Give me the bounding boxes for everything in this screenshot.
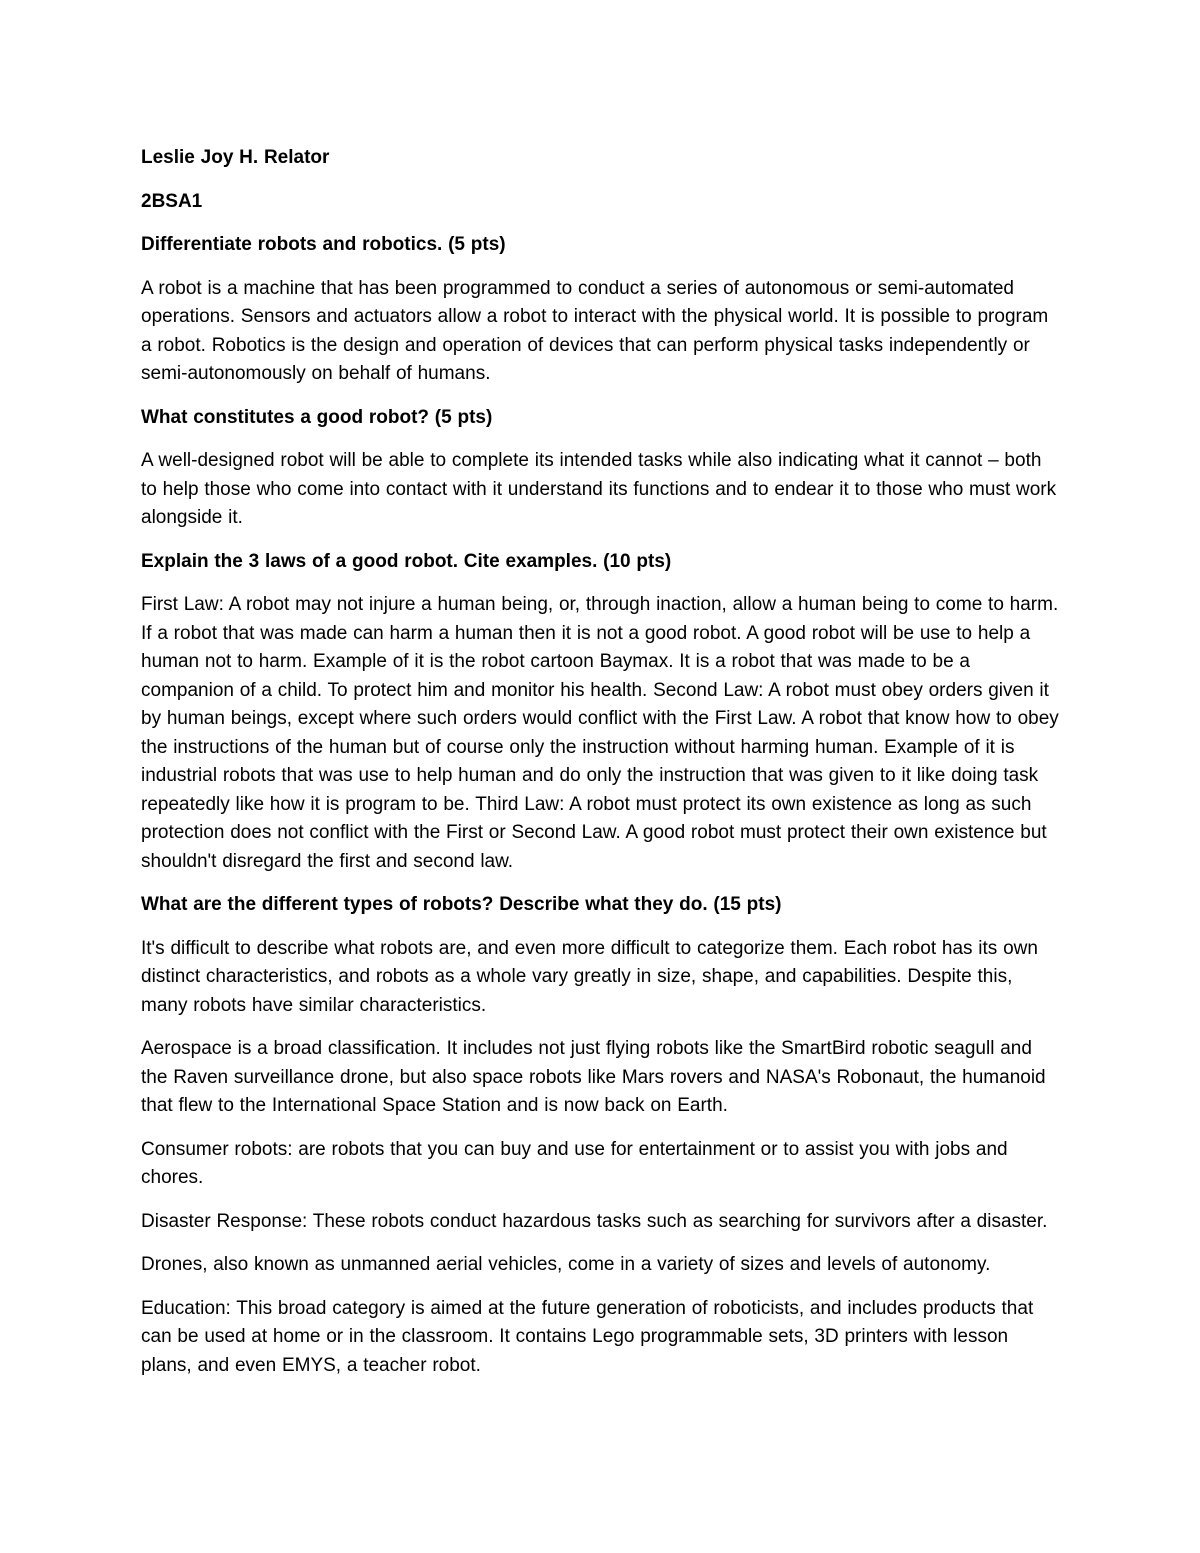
answer-4-paragraph-education: Education: This broad category is aimed at the future generation of roboticists, and includes products that can be used at home or in the classroom. It contains Lego programmable sets, 3D printers with lesson plans, and even EMYS, a teacher robot. <box>141 1297 1034 1376</box>
question-3-heading: Explain the 3 laws of a good robot. Cite examples. (10 pts) <box>141 550 672 572</box>
question-2-heading: What constitutes a good robot? (5 pts) <box>141 406 493 428</box>
answer-4-paragraph-consumer: Consumer robots: are robots that you can buy and use for entertainment or to assist you with jobs and chores. <box>141 1138 1008 1188</box>
author-name: Leslie Joy H. Relator <box>141 147 330 168</box>
class-section: 2BSA1 <box>141 190 203 212</box>
answer-2-paragraph: A well-designed robot will be able to complete its intended tasks while also indicating what it cannot – both to help those who come into contact with it understand its functions and to endear it to those who must work alongside it. <box>141 450 1057 528</box>
question-1-heading: Differentiate robots and robotics. (5 pts) <box>141 234 506 255</box>
answer-4-paragraph-intro: It's difficult to describe what robots are, and even more difficult to categorize them. Each robot has its own distinct characteristics, and robots as a whole vary greatly in size, shape, and capabilities. Despite this, many robots have similar characteristics. <box>141 937 1038 1016</box>
answer-1-paragraph: A robot is a machine that has been programmed to conduct a series of autonomous or semi-automated operations. Sensors and actuators allow a robot to interact with the physical world. It is possible to program a robot. Robotics is the design and operation of devices that can perform physical tasks independently or semi-autonomously on behalf of humans. <box>141 277 1049 384</box>
answer-4-paragraph-aerospace: Aerospace is a broad classification. It includes not just flying robots like the SmartBird robotic seagull and the Raven surveillance drone, but also space robots like Mars rovers and NASA's Robonaut, the humanoid that flew to the International Space Station and is now back on Earth. <box>141 1038 1046 1116</box>
answer-3-paragraph: First Law: A robot may not injure a human being, or, through inaction, allow a human being to come to harm. If a robot that was made can harm a human then it is not a good robot. A good robot will be use to help a human not to harm. Example of it is the robot cartoon Baymax. It is a robot that was made to be a companion of a child. To protect him and monitor his health. Second Law: A robot must obey orders given it by human beings, except where such orders would conflict with the First Law. A robot that know how to obey the instructions of the human but of course only the instruction without harming human. Example of it is industrial robots that was use to help human and do only the instruction that was given to it like doing task repeatedly like how it is program to be. Third Law: A robot must protect its own existence as long as such protection does not conflict with the First or Second Law. A good robot must protect their own existence but shouldn't disregard the first and second law. <box>141 594 1059 872</box>
document-page <box>141 144 1063 1395</box>
answer-4-paragraph-drones: Drones, also known as unmanned aerial vehicles, come in a variety of sizes and levels of autonomy. <box>141 1254 991 1275</box>
question-4-heading: What are the different types of robots? Describe what they do. (15 pts) <box>141 894 782 915</box>
answer-4-paragraph-disaster-response: Disaster Response: These robots conduct hazardous tasks such as searching for survivors after a disaster. <box>141 1210 1048 1232</box>
